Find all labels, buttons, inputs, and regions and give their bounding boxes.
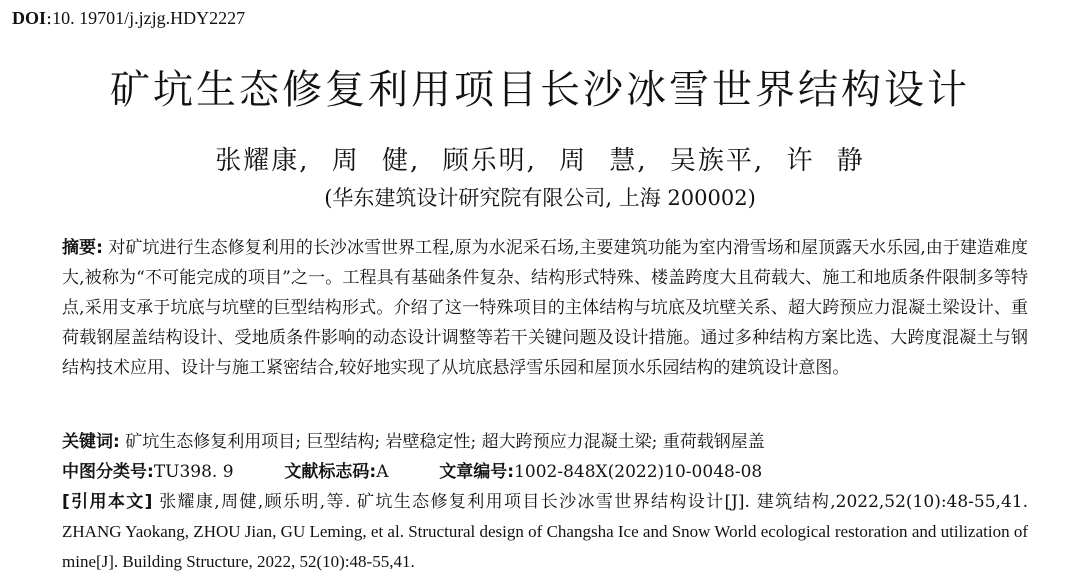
abstract-text: 对矿坑进行生态修复利用的长沙冰雪世界工程,原为水泥采石场,主要建筑功能为室内滑雪场和屋顶露天水乐园,由于建造难度大,被称为“不可能完成的项目”之一。工程具有基础条件复杂、结构形式特殊、楼盖跨度大且荷载大、施工和地质条件限制多等特点,采用支承于坑底与坑壁的巨型结构形式。介绍了这一特殊项目的主体结构与坑底及坑壁关系、超大跨预应力混凝土梁设计、重荷载钢屋盖结构设计、受地质条件影响的动态设计调整等若干关键问题及设计措施。通过多种结构方案比选、大跨度混凝土与钢结构技术应用、设计与施工紧密结合,较好地实现了从坑底悬浮雪乐园和屋顶水乐园结构的建筑设计意图。 bbox=[62, 238, 1028, 378]
doi-value: 10. 19701/j.jzjg.HDY2227 bbox=[52, 8, 246, 28]
clc-label: 中图分类号: bbox=[62, 462, 154, 482]
doc-code-value: A bbox=[376, 462, 389, 482]
affiliation: (华东建筑设计研究院有限公司, 上海 200002) bbox=[324, 186, 756, 210]
citation-label: [引用本文] bbox=[62, 492, 153, 512]
doi-separator: : bbox=[46, 8, 53, 29]
article-number-label: 文章编号: bbox=[439, 462, 515, 482]
classification-line bbox=[62, 457, 1028, 482]
keywords-text: 矿坑生态修复利用项目; 巨型结构; 岩壁稳定性; 超大跨预应力混凝土梁; 重荷载钢屋盖 bbox=[125, 432, 765, 452]
abstract bbox=[62, 233, 1028, 383]
article-number-value: 1002-848X(2022)10-0048-08 bbox=[514, 462, 763, 482]
author-list: 张耀康, 周 健, 顾乐明, 周 慧, 吴族平, 许 静 bbox=[215, 146, 865, 176]
doi-label: DOI bbox=[12, 8, 47, 28]
citation bbox=[62, 487, 1028, 577]
citation-en: ZHANG Yaokang, ZHOU Jian, GU Leming, et al. Structural design of Changsha Ice and Snow World ecological restoration and utilization of mine[J]. Building Structure, 2022, 52(10):48-55,41. bbox=[62, 522, 1028, 571]
paper-title: 矿坑生态修复利用项目长沙冰雪世界结构设计 bbox=[110, 67, 970, 113]
clc-value: TU398. 9 bbox=[153, 462, 234, 482]
abstract-label: 摘要: bbox=[62, 238, 103, 258]
citation-zh: 张耀康,周健,顾乐明,等. 矿坑生态修复利用项目长沙冰雪世界结构设计[J]. 建筑结构,2022,52(10):48-55,41. bbox=[159, 492, 1028, 512]
keywords-label: 关键词: bbox=[62, 432, 120, 452]
doi-line bbox=[12, 8, 245, 29]
keywords bbox=[62, 427, 1028, 452]
doc-code-label: 文献标志码: bbox=[284, 462, 377, 482]
